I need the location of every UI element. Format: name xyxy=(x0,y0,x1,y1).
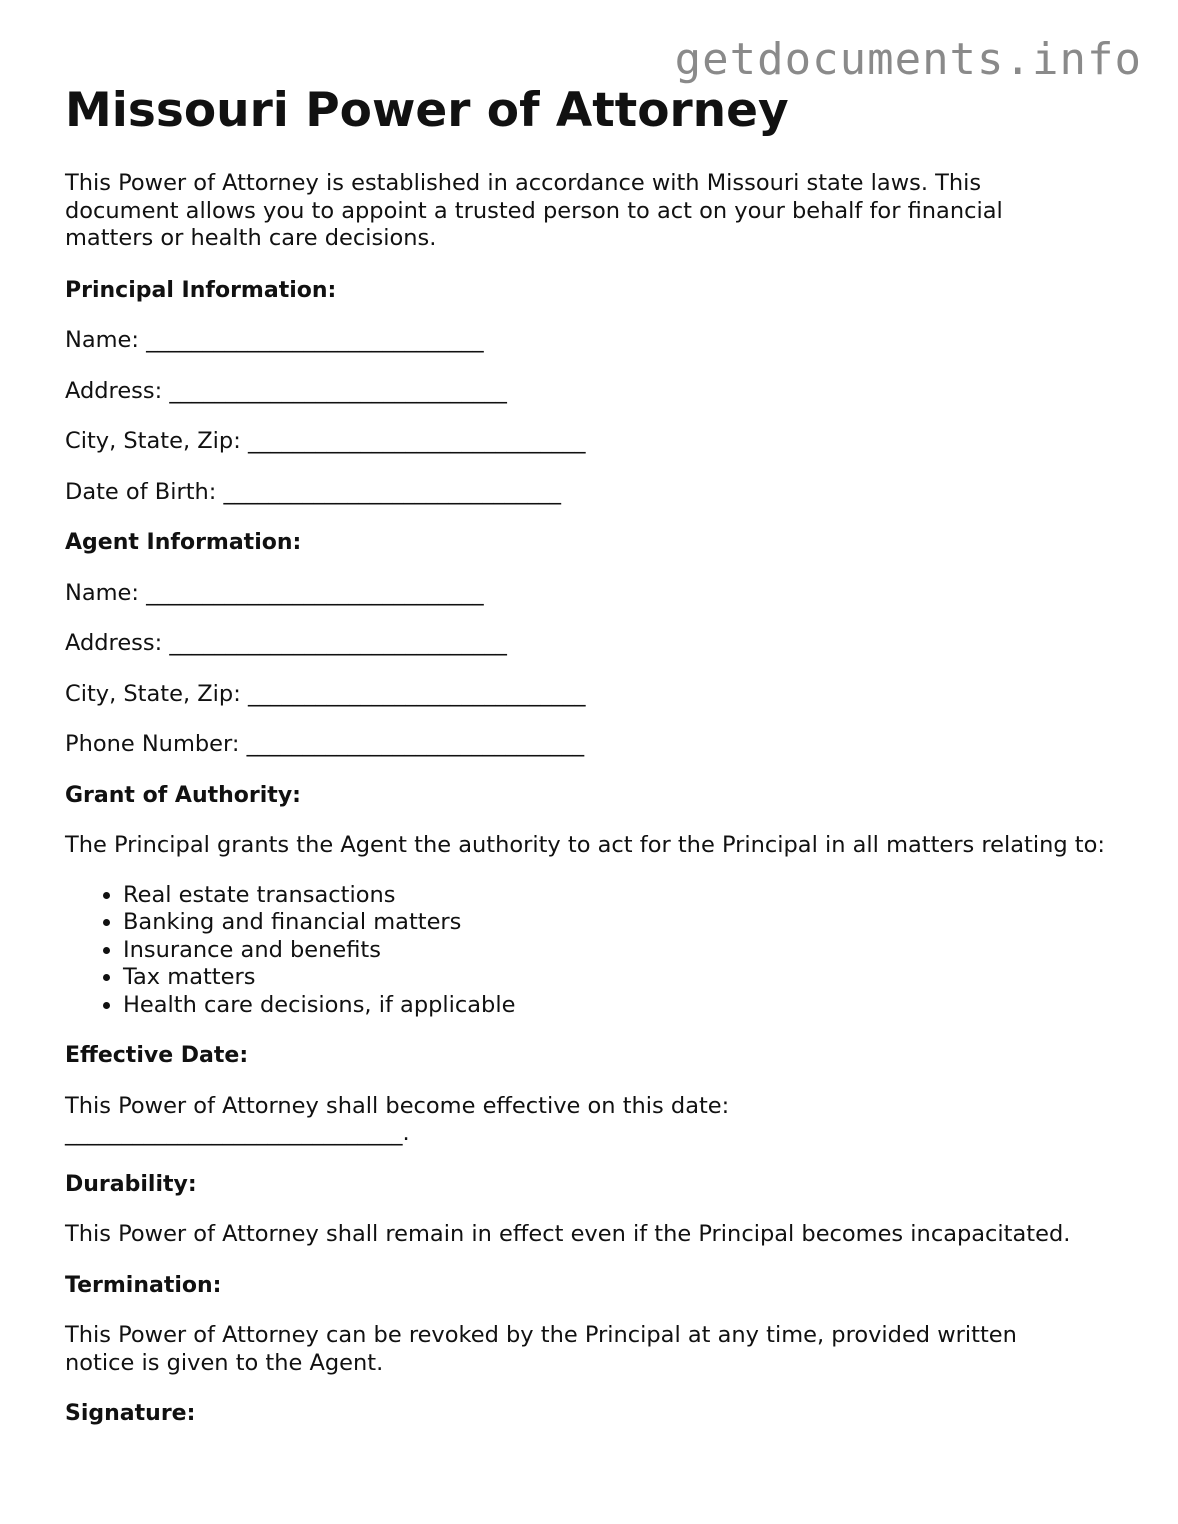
authority-list xyxy=(65,882,1125,1020)
watermark: getdocuments.info xyxy=(674,34,1142,85)
agent-phone-field: Phone Number: ______________________________ xyxy=(65,731,585,757)
durability-paragraph: This Power of Attorney shall remain in effect even if the Principal becomes incapacitated. xyxy=(65,1221,1071,1247)
agent-heading: Agent Information: xyxy=(65,530,302,555)
principal-address-field: Address: ______________________________ xyxy=(65,377,507,404)
termination-paragraph: This Power of Attorney can be revoked by the Principal at any time, provided written notice is given to the Agent. xyxy=(65,1322,1017,1376)
durability-heading: Durability: xyxy=(65,1171,197,1197)
intro-paragraph: This Power of Attorney is established in accordance with Missouri state laws. This document allows you to appoint a trusted person to act on your behalf for financial matters or health care decisions. xyxy=(65,170,1003,251)
effective-date-blank: ______________________________. xyxy=(65,1120,410,1146)
effective-paragraph: This Power of Attorney shall become effective on this date: xyxy=(65,1092,730,1119)
grant-paragraph: The Principal grants the Agent the authority to act for the Principal in all matters relating to: xyxy=(65,832,1105,858)
agent-name-field: Name: ______________________________ xyxy=(65,579,484,606)
signature-heading: Signature: xyxy=(65,1401,196,1426)
authority-item: • Insurance and benefits xyxy=(123,937,1125,965)
effective-heading: Effective Date: xyxy=(65,1043,249,1068)
authority-item: • Health care decisions, if applicable xyxy=(123,992,1125,1020)
document-page xyxy=(65,80,1125,1428)
agent-address-field: Address: ______________________________ xyxy=(65,630,507,656)
principal-city-field: City, State, Zip: ______________________________ xyxy=(65,428,586,454)
authority-item: • Real estate transactions xyxy=(123,882,1125,910)
grant-heading: Grant of Authority: xyxy=(65,782,301,808)
page-title: Missouri Power of Attorney xyxy=(65,83,789,138)
principal-heading: Principal Information: xyxy=(65,277,337,303)
principal-name-field: Name: ______________________________ xyxy=(65,327,484,353)
authority-item: • Banking and financial matters xyxy=(123,909,1125,937)
authority-item: • Tax matters xyxy=(123,964,1125,992)
agent-city-field: City, State, Zip: ______________________________ xyxy=(65,680,586,707)
principal-dob-field: Date of Birth: ______________________________ xyxy=(65,478,562,505)
termination-heading: Termination: xyxy=(65,1272,222,1298)
